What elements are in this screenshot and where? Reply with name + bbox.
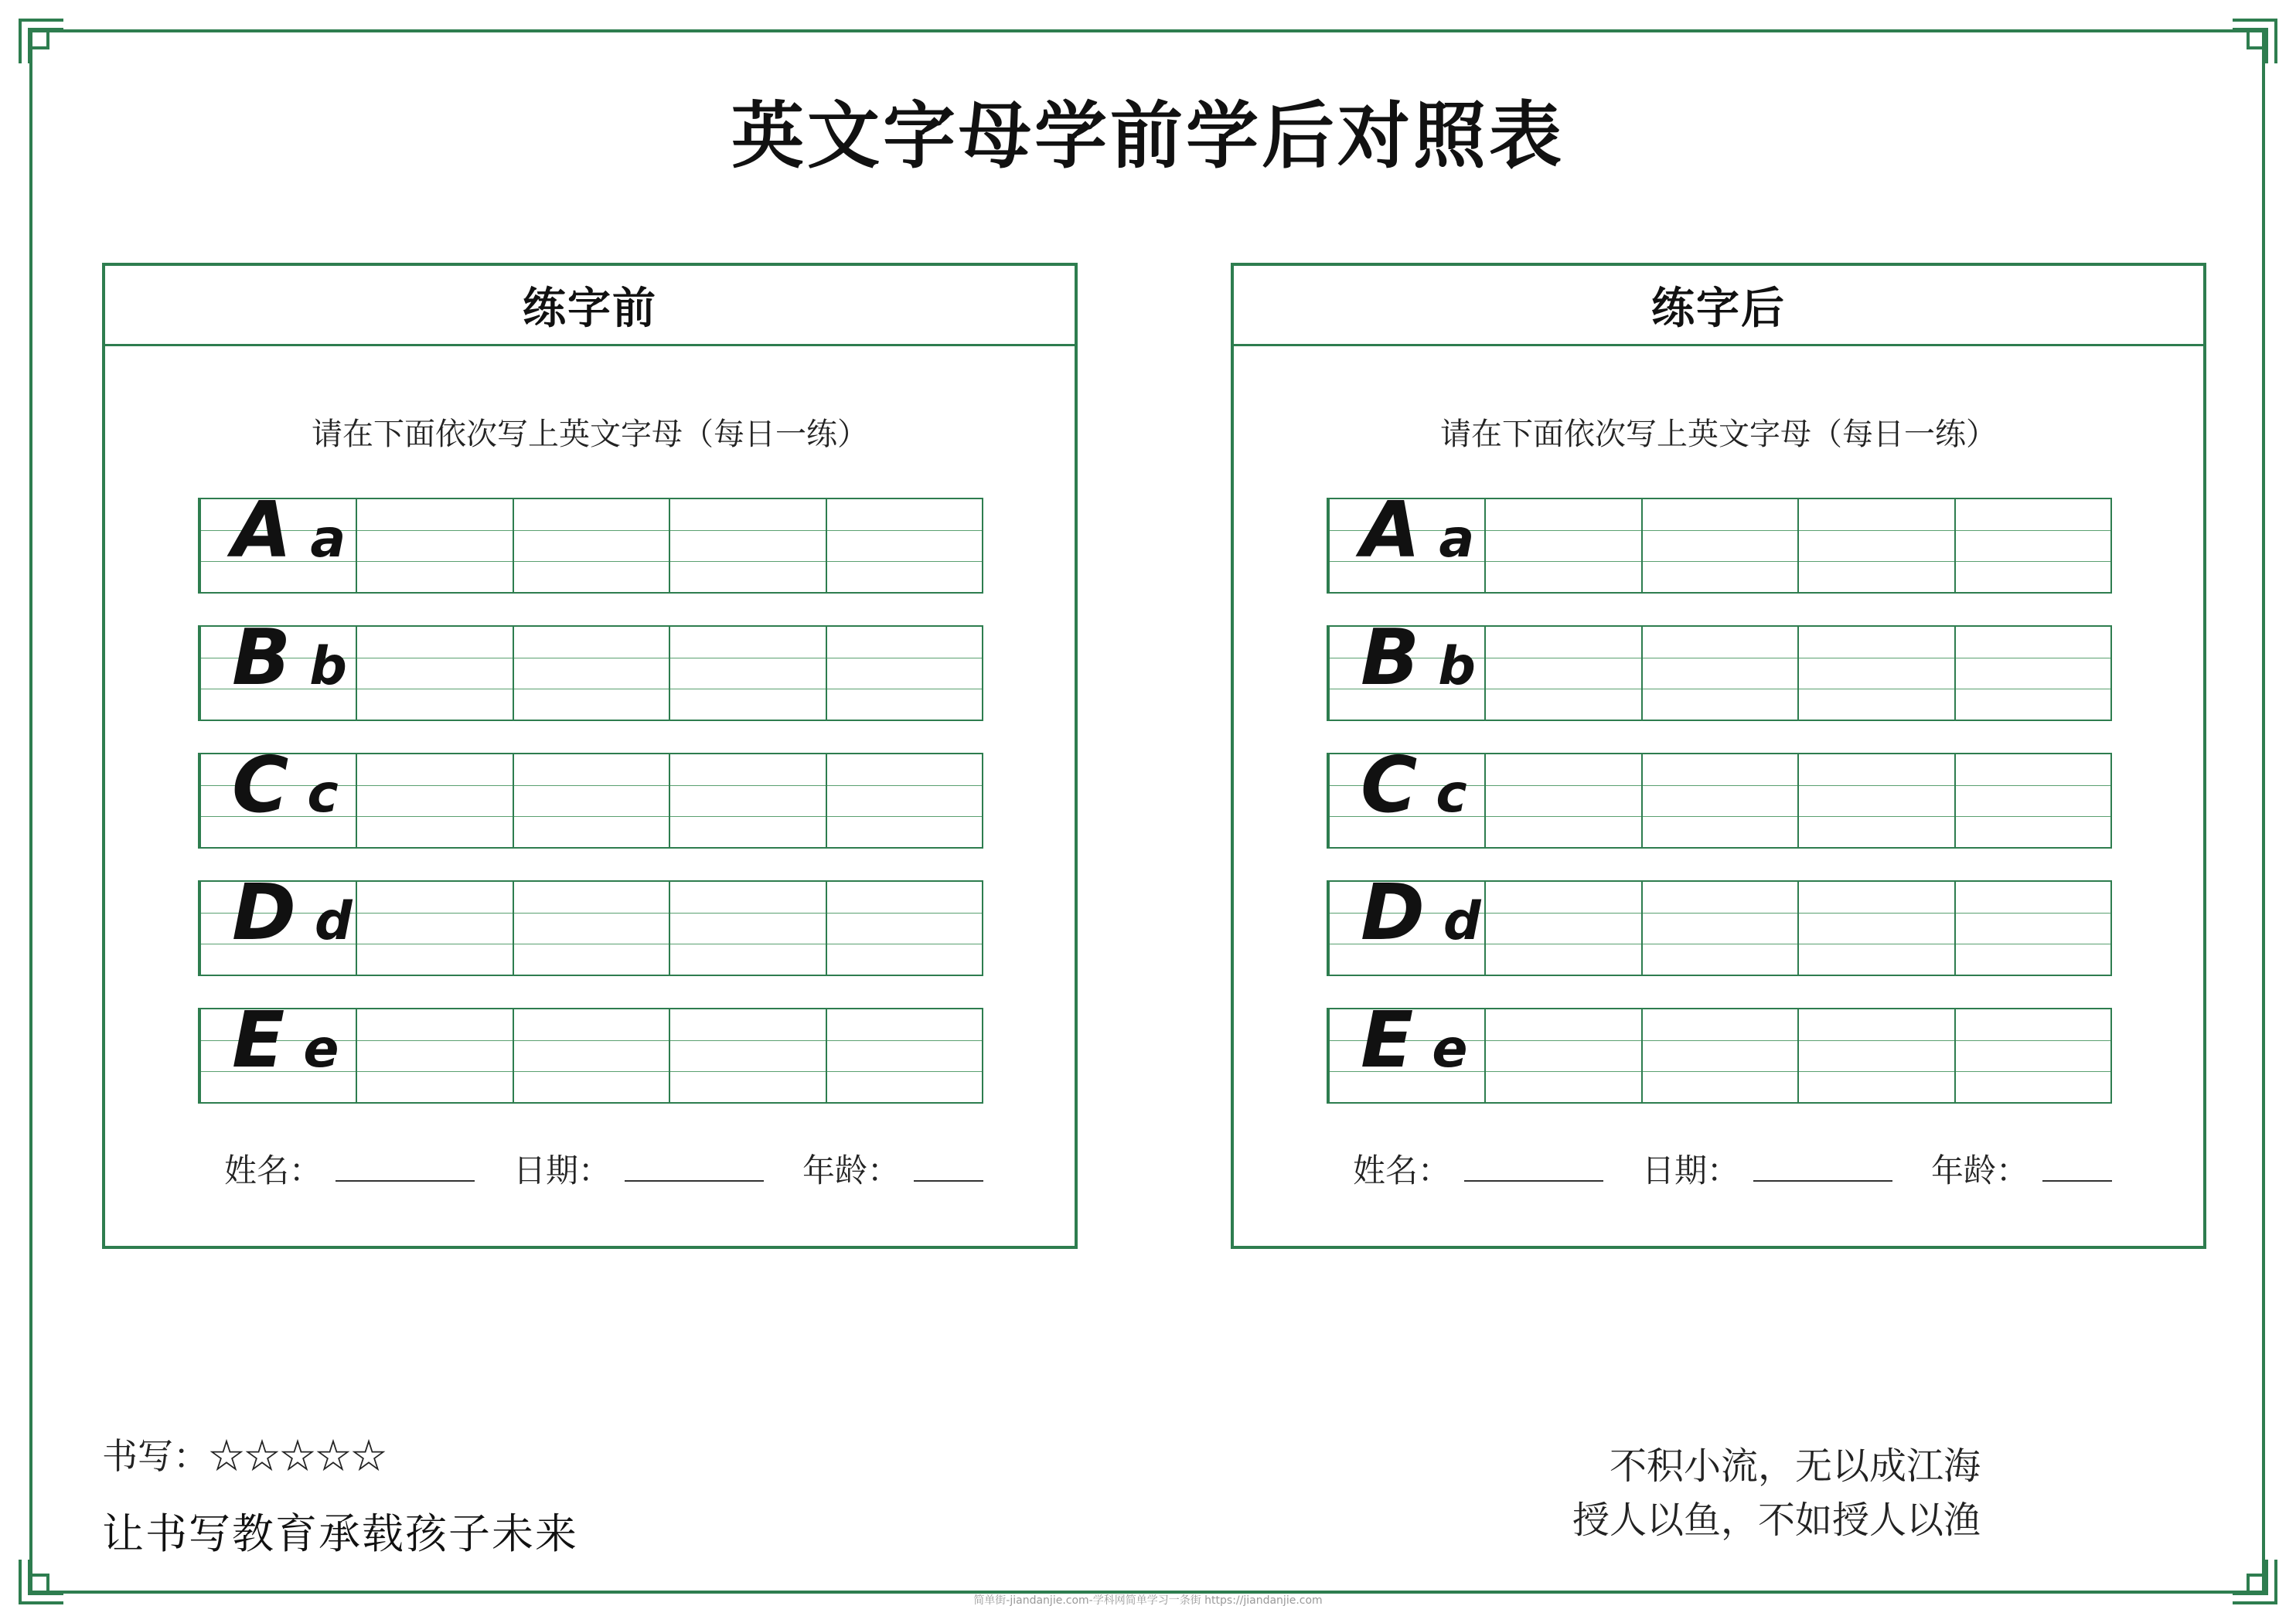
writing-cell[interactable] — [1641, 882, 1797, 975]
watermark: 简单街-jiandanjie.com-学科网简单学习一条街 https://jiandanjie.com — [973, 1594, 1323, 1607]
slogan: 让书写教育承载孩子未来 — [102, 1509, 578, 1558]
lowercase-letter: e — [303, 1019, 339, 1080]
writing-row-c — [198, 740, 983, 849]
age-label: 年龄： — [802, 1152, 901, 1189]
writing-cell[interactable] — [826, 1009, 982, 1102]
writing-cell[interactable] — [356, 1009, 512, 1102]
panel-instruction: 请在下面依次写上英文字母（每日一练） — [1440, 417, 1997, 452]
footer-left — [102, 1428, 578, 1560]
writing-row-a — [1327, 485, 2112, 594]
date-blank[interactable] — [625, 1179, 764, 1182]
uppercase-letter: E — [232, 995, 285, 1085]
sample-cell — [1328, 740, 1484, 847]
writing-cell[interactable] — [513, 1009, 669, 1102]
writing-cell[interactable] — [1484, 882, 1640, 975]
sample-cell — [199, 995, 356, 1102]
writing-row-d — [198, 867, 983, 976]
sample-cell — [1328, 612, 1484, 720]
writing-cell[interactable] — [1797, 882, 1954, 975]
writing-cell[interactable] — [1641, 1009, 1797, 1102]
writing-cell[interactable] — [669, 754, 825, 847]
writing-cell[interactable] — [1954, 754, 2110, 847]
writing-cell[interactable] — [1484, 627, 1640, 720]
writing-cell[interactable] — [669, 499, 825, 592]
writing-cell[interactable] — [513, 499, 669, 592]
sample-cell — [199, 740, 356, 847]
writing-cell[interactable] — [1641, 499, 1797, 592]
panel-before-practice — [102, 263, 1078, 1249]
rating-stars: ☆☆☆☆☆ — [209, 1435, 387, 1477]
rating-label: 书写： — [102, 1435, 209, 1477]
writing-cell[interactable] — [1641, 754, 1797, 847]
age-label: 年龄： — [1931, 1152, 2029, 1189]
age-blank[interactable] — [2042, 1179, 2112, 1182]
writing-cell[interactable] — [356, 754, 512, 847]
writing-cell[interactable] — [1797, 1009, 1954, 1102]
writing-row-a — [198, 485, 983, 594]
panel-after-practice — [1231, 263, 2206, 1249]
writing-cell[interactable] — [1484, 499, 1640, 592]
uppercase-letter: D — [1361, 867, 1426, 958]
lowercase-letter: d — [315, 891, 353, 952]
writing-cell[interactable] — [356, 627, 512, 720]
sample-cell — [199, 612, 356, 720]
date-label: 日期： — [513, 1152, 611, 1189]
name-blank[interactable] — [1464, 1179, 1603, 1182]
writing-cell[interactable] — [669, 627, 825, 720]
writing-cell[interactable] — [513, 627, 669, 720]
corner-ornament-top-left — [17, 17, 66, 66]
age-blank[interactable] — [914, 1179, 983, 1182]
sample-cell — [1328, 867, 1484, 975]
quote-line-1: 不积小流，无以成江海 — [1609, 1444, 1981, 1488]
writing-cell[interactable] — [1954, 499, 2110, 592]
uppercase-letter: B — [232, 612, 291, 703]
writing-cell[interactable] — [1954, 1009, 2110, 1102]
panel-heading: 练字后 — [1234, 266, 2203, 346]
name-label: 姓名： — [1353, 1152, 1451, 1189]
writing-row-e — [198, 995, 983, 1104]
sample-cell — [1328, 485, 1484, 592]
writing-cell[interactable] — [1641, 627, 1797, 720]
writing-cell[interactable] — [826, 627, 982, 720]
uppercase-letter: D — [232, 867, 297, 958]
lowercase-letter: a — [310, 509, 346, 570]
lowercase-letter: c — [307, 764, 339, 825]
date-label: 日期： — [1642, 1152, 1740, 1189]
panel-heading: 练字前 — [105, 266, 1075, 346]
writing-cell[interactable] — [513, 882, 669, 975]
writing-cell[interactable] — [1797, 627, 1954, 720]
date-blank[interactable] — [1753, 1179, 1892, 1182]
writing-cell[interactable] — [826, 754, 982, 847]
name-blank[interactable] — [336, 1179, 475, 1182]
writing-cell[interactable] — [1484, 1009, 1640, 1102]
writing-cell[interactable] — [1954, 882, 2110, 975]
lowercase-letter: b — [309, 636, 347, 697]
writing-row-b — [198, 612, 983, 721]
quote-line-2: 授人以鱼，不如授人以渔 — [1572, 1499, 1981, 1542]
writing-cell[interactable] — [1954, 627, 2110, 720]
handwriting-rating — [102, 1428, 578, 1479]
writing-cell[interactable] — [826, 499, 982, 592]
uppercase-letter: A — [1361, 485, 1421, 575]
uppercase-letter: E — [1361, 995, 1414, 1085]
lowercase-letter: e — [1432, 1019, 1468, 1080]
page-title: 英文字母学前学后对照表 — [731, 94, 1565, 179]
footer-quote — [1572, 1439, 1981, 1547]
writing-row-e — [1327, 995, 2112, 1104]
uppercase-letter: C — [1361, 740, 1418, 830]
writing-cell[interactable] — [826, 882, 982, 975]
writing-cell[interactable] — [356, 499, 512, 592]
writing-row-d — [1327, 867, 2112, 976]
writing-cell[interactable] — [1797, 499, 1954, 592]
corner-ornament-top-right — [2230, 17, 2279, 66]
lowercase-letter: d — [1443, 891, 1481, 952]
lowercase-letter: b — [1438, 636, 1476, 697]
writing-cell[interactable] — [669, 1009, 825, 1102]
writing-cell[interactable] — [356, 882, 512, 975]
name-label: 姓名： — [224, 1152, 322, 1189]
writing-row-c — [1327, 740, 2112, 849]
writing-cell[interactable] — [1797, 754, 1954, 847]
sample-cell — [199, 867, 356, 975]
lowercase-letter: c — [1436, 764, 1467, 825]
writing-cell[interactable] — [513, 754, 669, 847]
panel-instruction: 请在下面依次写上英文字母（每日一练） — [312, 417, 868, 452]
info-fields — [1353, 1145, 2112, 1192]
sample-cell — [199, 485, 356, 592]
sample-cell — [1328, 995, 1484, 1102]
writing-cell[interactable] — [1484, 754, 1640, 847]
uppercase-letter: C — [232, 740, 289, 830]
info-fields — [224, 1145, 983, 1192]
writing-row-b — [1327, 612, 2112, 721]
writing-cell[interactable] — [669, 882, 825, 975]
uppercase-letter: B — [1361, 612, 1420, 703]
lowercase-letter: a — [1439, 509, 1475, 570]
uppercase-letter: A — [232, 485, 292, 575]
